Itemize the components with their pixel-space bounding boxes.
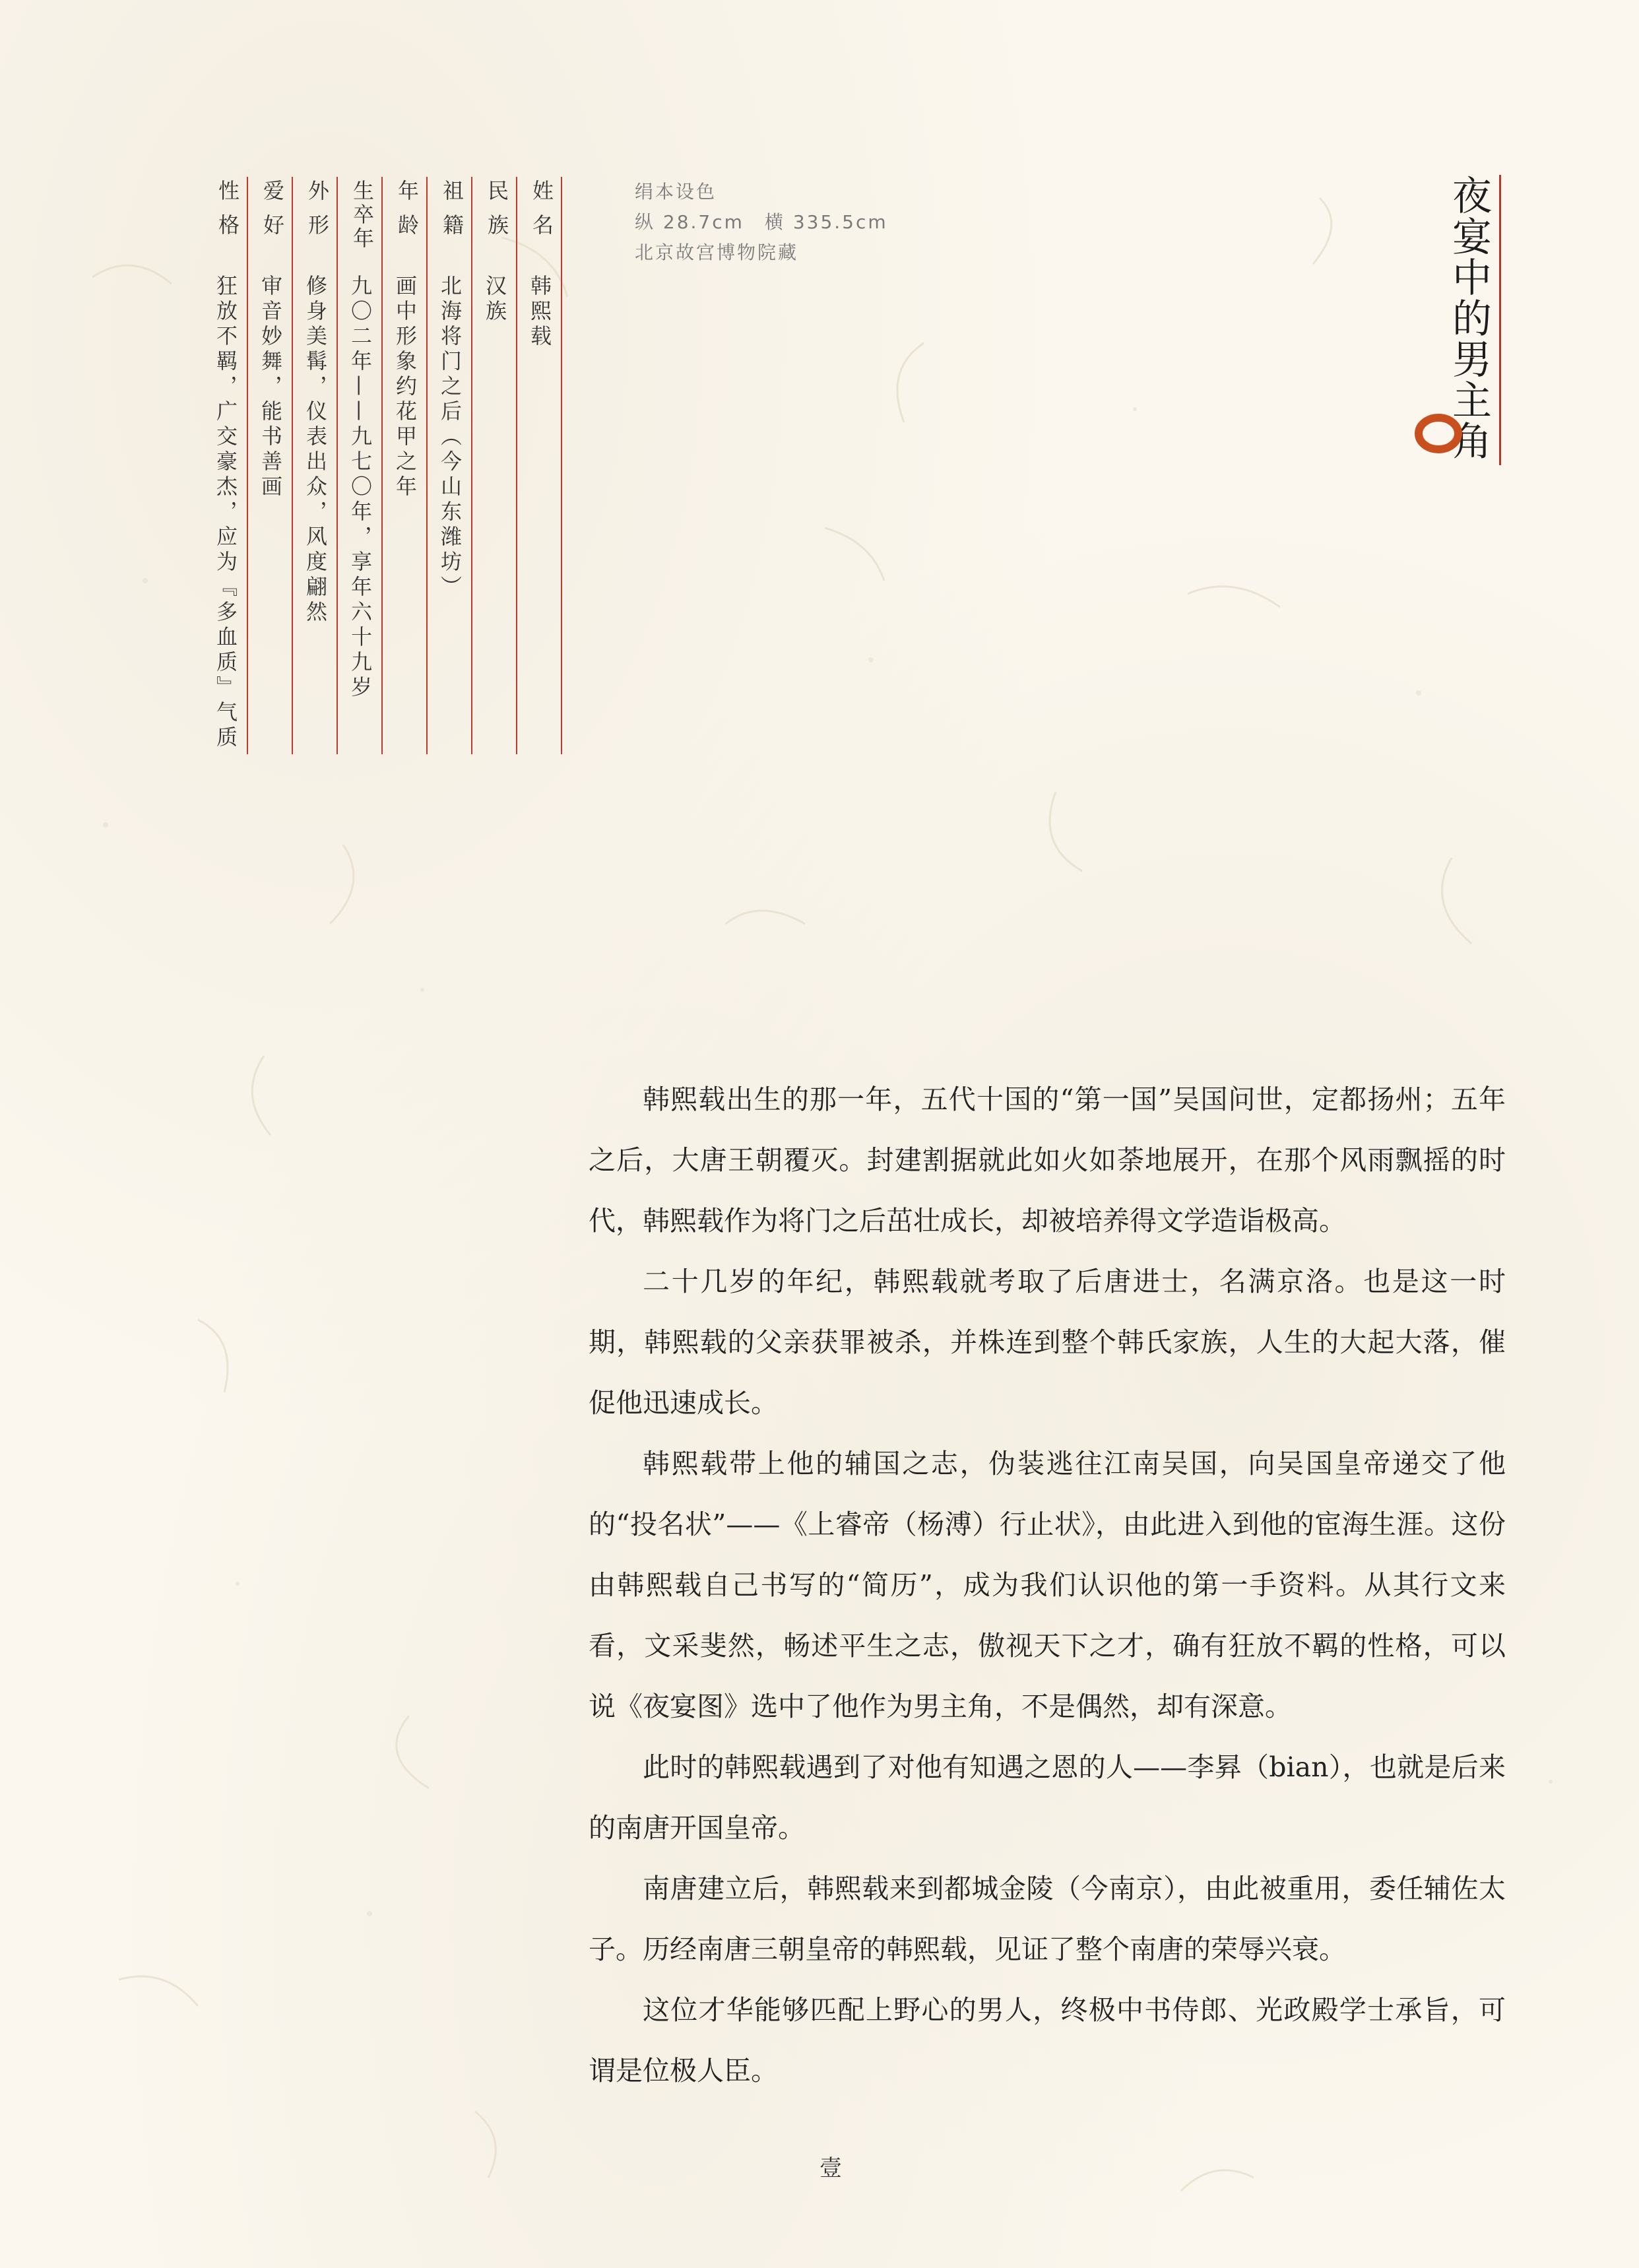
paragraph: 这位才华能够匹配上野心的男人，终极中书侍郎、光政殿学士承旨，可谓是位极人臣。 <box>589 1994 1506 2087</box>
column-rule <box>561 177 562 754</box>
paragraph: 韩熙载带上他的辅国之志，伪装逃往江南吴国，向吴国皇帝递交了他的“投名状”——《上睿帝（杨溥）行止状》，由此进入到他的宦海生涯。这份由韩熙载自己书写的“简历”，成为我们认识他的第一手资料。从其行文来看，文采斐然，畅述平生之志，傲视天下之才，确有狂放不羁的性格，可以说《夜宴图》选中了他作为男主角，不是偶然，却有深意。 <box>589 1448 1506 1722</box>
profile-label: 性格 <box>215 179 240 248</box>
profile-column-appearance <box>293 177 338 758</box>
profile-table <box>173 177 562 758</box>
profile-label: 爱好 <box>260 179 285 248</box>
profile-column-ethnicity <box>472 177 517 758</box>
paragraph: 此时的韩熙载遇到了对他有知遇之恩的人——李昪（bian），也就是后来的南唐开国皇帝。 <box>589 1751 1506 1844</box>
profile-label: 年龄 <box>395 179 420 248</box>
profile-label: 外形 <box>305 179 330 248</box>
column-rule <box>516 177 517 754</box>
artwork-caption <box>635 177 888 268</box>
caption-medium: 绢本设色 <box>635 181 717 203</box>
seal-ring-icon <box>1412 406 1465 459</box>
profile-label: 民族 <box>484 179 509 248</box>
profile-label: 祖籍 <box>439 179 465 248</box>
profile-value: 修身美髯，仪表出众，风度翩然 <box>303 275 328 626</box>
profile-column-origin <box>428 177 472 758</box>
profile-value: 审音妙舞，能书善画 <box>258 275 283 500</box>
page-number: 壹 <box>820 2155 842 2182</box>
column-rule <box>471 177 472 754</box>
profile-value: 韩熙载 <box>527 275 552 350</box>
profile-column-lifespan <box>338 177 383 758</box>
column-rule <box>337 177 338 754</box>
paragraph: 南唐建立后，韩熙载来到都城金陵（今南京），由此被重用，委任辅佐太子。历经南唐三朝皇帝的韩熙载，见证了整个南唐的荣辱兴衰。 <box>589 1873 1506 1965</box>
body-text <box>589 1069 1506 2101</box>
column-rule <box>426 177 428 754</box>
title-block <box>1438 175 1504 465</box>
title-rule <box>1499 175 1501 465</box>
column-rule <box>247 177 248 754</box>
profile-column-personality <box>203 177 248 758</box>
caption-collection: 北京故宫博物院藏 <box>635 242 799 263</box>
column-rule <box>381 177 383 754</box>
profile-column-hobbies <box>248 177 293 758</box>
profile-label: 姓名 <box>529 179 554 248</box>
profile-value: 汉族 <box>482 275 507 325</box>
profile-column-name <box>517 177 562 758</box>
page-title: 夜宴中的男主角 <box>1446 175 1492 461</box>
profile-value: 画中形象约花甲之年 <box>393 275 418 500</box>
caption-dimensions: 纵 28.7cm 横 335.5cm <box>635 211 888 233</box>
profile-value: 九〇二年——九七〇年，享年六十九岁 <box>348 275 373 701</box>
profile-value: 狂放不羁，广交豪杰，应为『多血质』气质 <box>213 275 238 751</box>
profile-column-age <box>383 177 428 758</box>
profile-value: 北海将门之后（今山东潍坊） <box>437 275 463 600</box>
paragraph: 二十几岁的年纪，韩熙载就考取了后唐进士，名满京洛。也是这一时期，韩熙载的父亲获罪被杀，并株连到整个韩氏家族，人生的大起大落，催促他迅速成长。 <box>589 1266 1506 1419</box>
column-rule <box>292 177 293 754</box>
paragraph: 韩熙载出生的那一年，五代十国的“第一国”吴国问世，定都扬州；五年之后，大唐王朝覆灭。封建割据就此如火如荼地展开，在那个风雨飘摇的时代，韩熙载作为将门之后茁壮成长，却被培养得文学造诣极高。 <box>589 1084 1506 1237</box>
profile-label: 生卒年 <box>350 179 375 251</box>
